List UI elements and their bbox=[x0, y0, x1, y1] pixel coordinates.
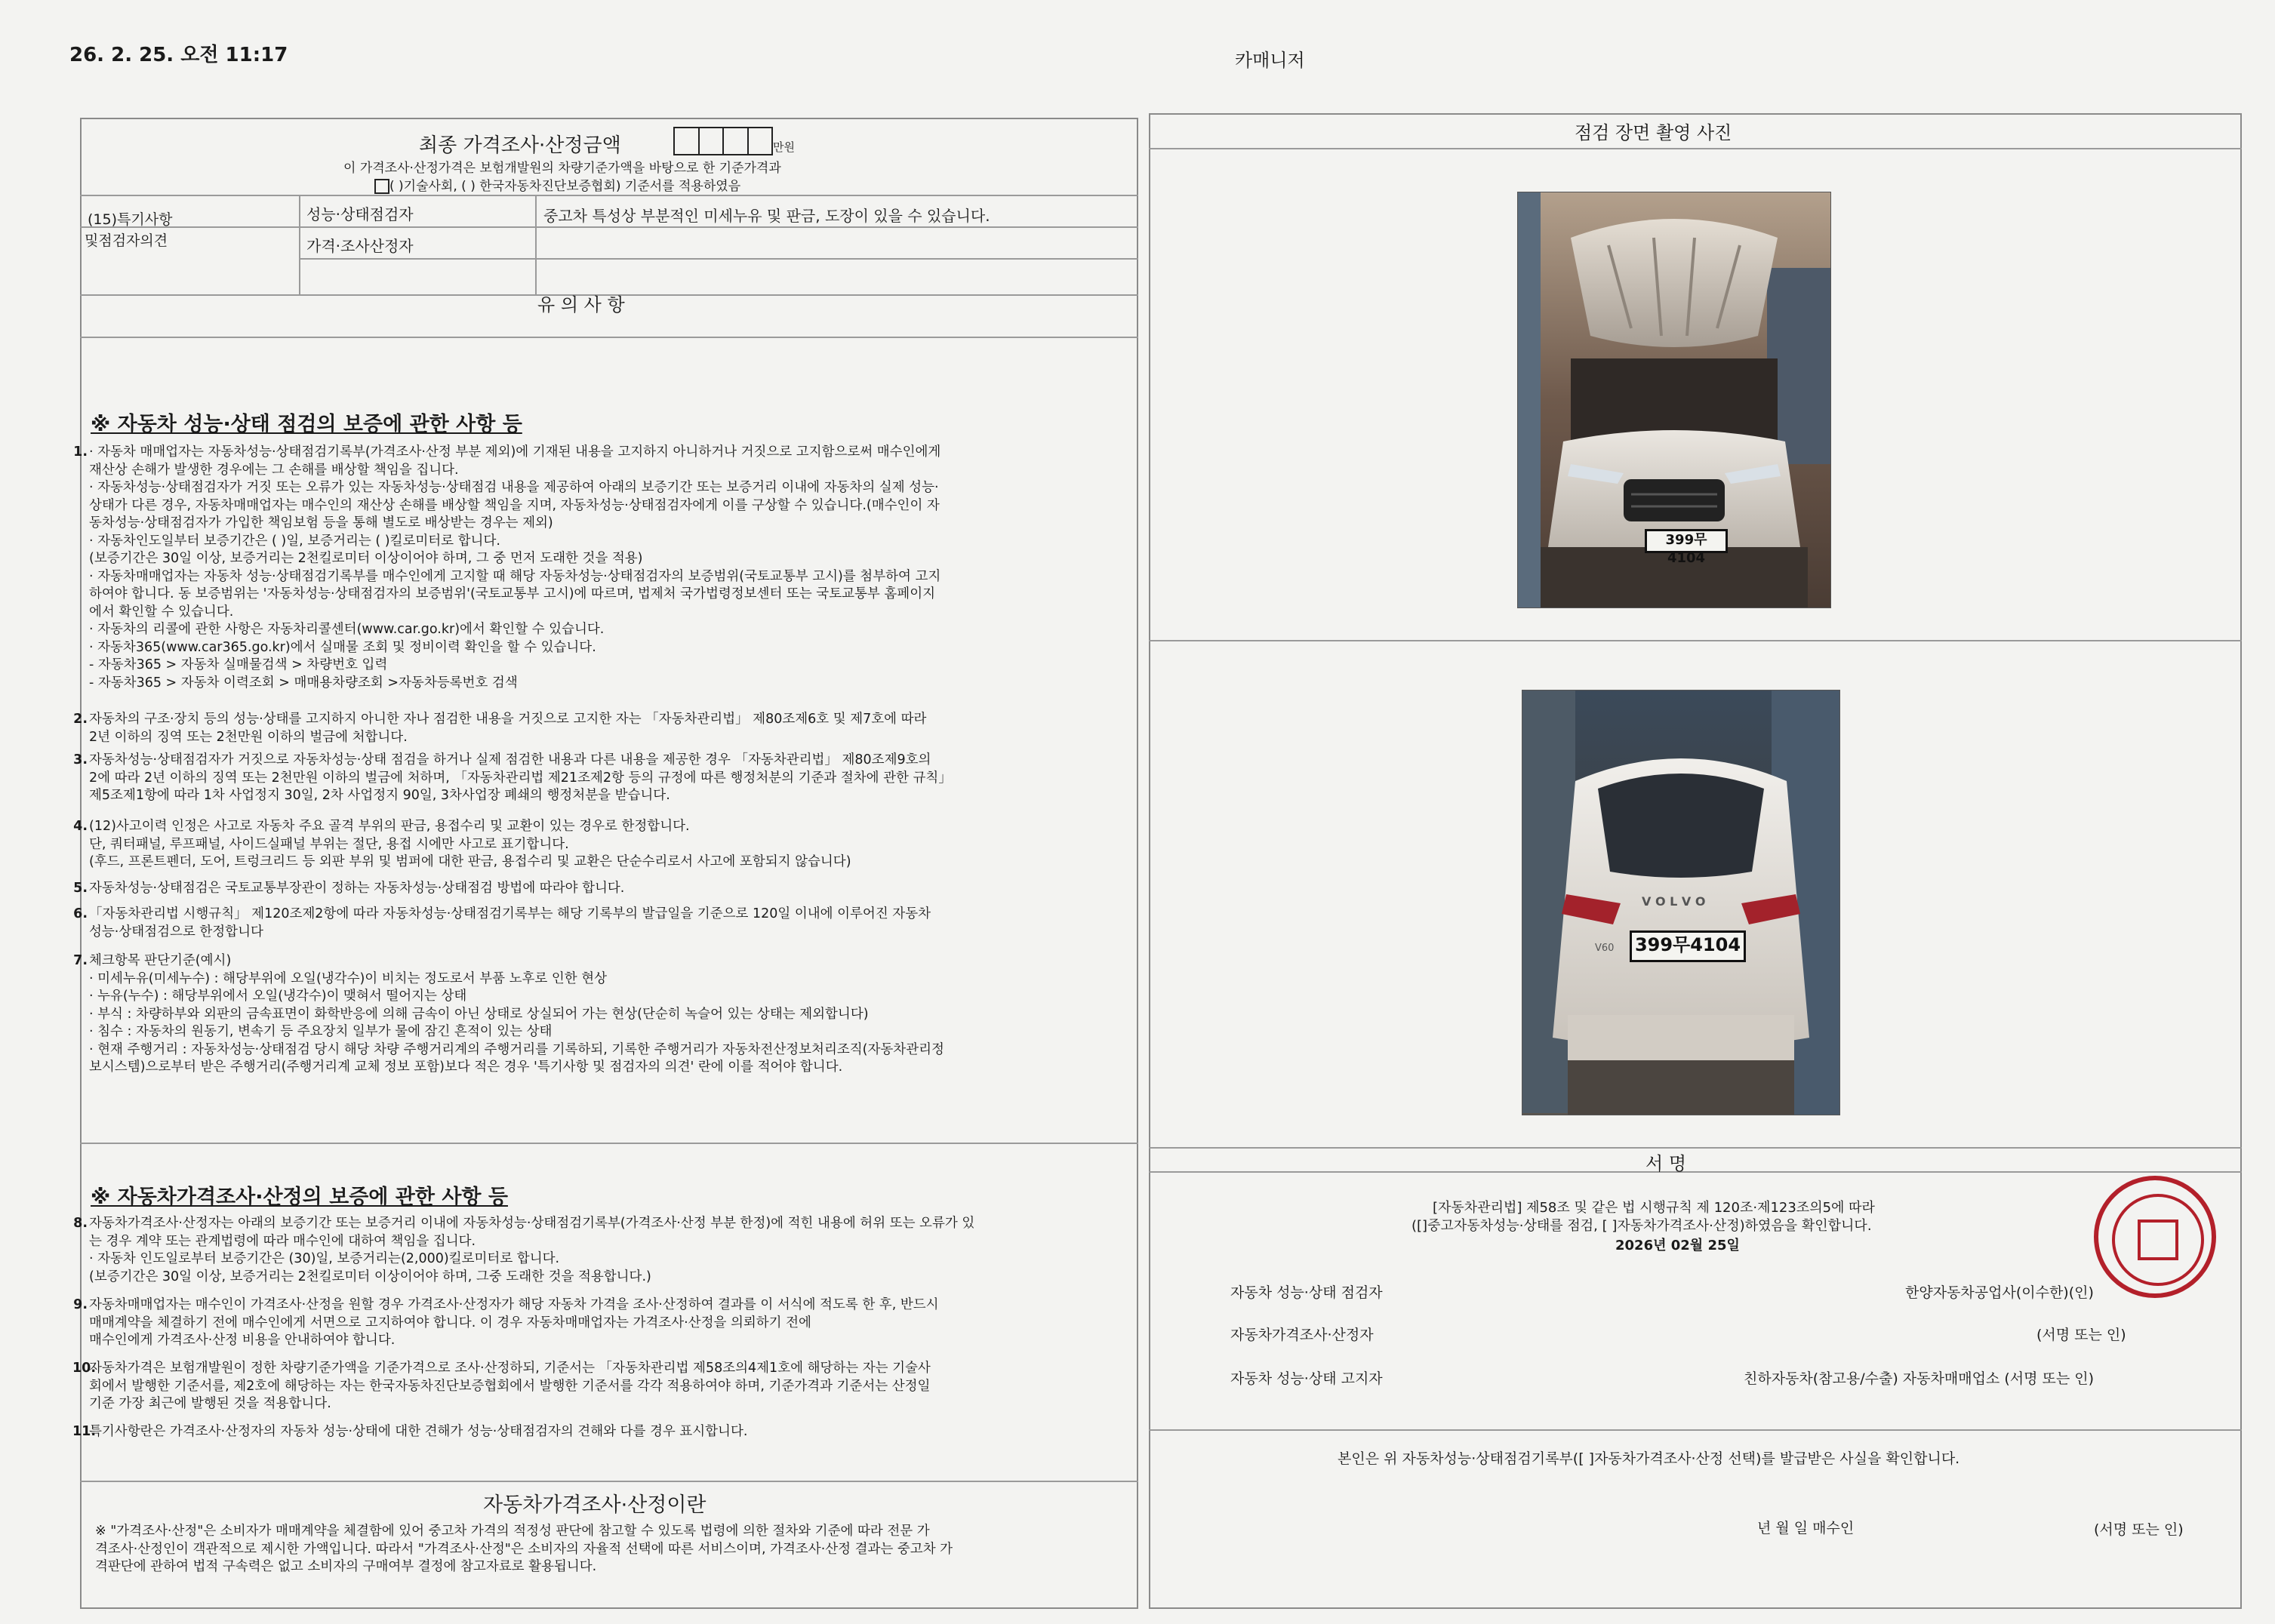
section1-item-2: 2. 자동차의 구조·장치 등의 성능·상태를 고지하지 아니한 자나 점검한 내용을 거짓으로 고지한 자는 「자동차관리법」 제80조제6호 및 제7호에 따라 2년 이하의 징역 또는 2천만원 이하의 벌금에 처합니다. bbox=[73, 712, 927, 745]
car-emblem-text: V O L V O bbox=[1642, 894, 1706, 909]
signature-law-line1: [자동차관리법] 제58조 및 같은 법 시행규칙 제 120조·제123조의5에 따라 bbox=[1433, 1200, 1875, 1216]
remarks-label-line1: (15)특기사항 bbox=[88, 211, 173, 228]
section1-title: ※ 자동차 성능·상태 점검의 보증에 관한 사항 등 bbox=[91, 413, 522, 436]
signature-law-line2: ([]중고자동차성능·상태를 점검, [ ]자동차가격조사·산정)하였음을 확인합니다. bbox=[1411, 1218, 1872, 1234]
price-digit-boxes bbox=[673, 127, 773, 155]
company-seal-stamp bbox=[2094, 1176, 2216, 1298]
signature-appraiser-label: 자동차가격조사·산정자 bbox=[1230, 1327, 1374, 1343]
signature-date: 2026년 02월 25일 bbox=[1615, 1238, 1740, 1253]
license-plate-front: 399무4104 bbox=[1645, 529, 1728, 553]
section1-item-6: 6. 「자동차관리법 시행규칙」 제120조제2항에 따라 자동차성능·상태점검기록부는 해당 기록부의 발급일을 기준으로 120일 이내에 이루어진 자동차 성능·상태점검으로 한정합니다 bbox=[73, 906, 931, 940]
remarks-inspector-opinion: 중고차 특성상 부분적인 미세누유 및 판금, 도장이 있을 수 있습니다. bbox=[543, 207, 990, 225]
buyer-confirm-text: 본인은 위 자동차성능·상태점검기록부([ ]자동차가격조사·산정 선택)를 발급받은 사실을 확인합니다. bbox=[1338, 1450, 1960, 1467]
price-unit: 만원 bbox=[773, 140, 795, 154]
remarks-role-inspector: 성능·상태점검자 bbox=[306, 205, 414, 223]
section3-title: 자동차가격조사·산정이란 bbox=[483, 1493, 707, 1517]
print-datetime: 26. 2. 25. 오전 11:17 bbox=[69, 44, 288, 66]
signature-notifier-value: 친하자동차(참고용/수출) 자동차매매업소 (서명 또는 인) bbox=[1744, 1370, 2094, 1387]
remarks-role-appraiser: 가격·조사산정자 bbox=[306, 237, 414, 255]
buyer-signature-field: (서명 또는 인) bbox=[2094, 1521, 2184, 1538]
section2-item-8: 8. 자동차가격조사·산정자는 아래의 보증기간 또는 보증거리 이내에 자동차성능·상태점검기록부(가격조사·산정 부분 한정)에 적힌 내용에 허위 또는 오류가 있 는 경우 계약 또는 관계법령에 따라 매수인에 대하여 책임을 집니다. · 자동차 인도일로부터 보증기간은 (30)일, 보증거리는(2,000)킬로미터로 합니다. (보증기간은 30일 이상, 보증거리는 2천킬로미터 이상이어야 하며, 그중 도래한 것을 적용합니다.) bbox=[73, 1216, 975, 1284]
section2-title: ※ 자동차가격조사·산정의 보증에 관한 사항 등 bbox=[91, 1186, 508, 1209]
section2-item-9: 9. 자동차매매업자는 매수인이 가격조사·산정을 원할 경우 가격조사·산정자가 해당 자동차 가격을 조사·산정하여 결과를 이 서식에 적도록 한 후, 반드시 매매계약을 체결하기 전에 매수인에게 서면으로 고지하여야 합니다. 이 경우 자동차매매업자는 가격조사·산정을 의뢰하기 전에 매수인에게 가격조사·산정 비용을 안내하여야 합니다. bbox=[73, 1297, 939, 1348]
section2-item-10: 10. 자동차가격은 보험개발원이 정한 차량기준가액을 기준가격으로 조사·산정하되, 기준서는 「자동차관리법 제58조의4제1호에 해당하는 자는 기술사 회에서 발행한 기준서를, 제2호에 해당하는 자는 한국자동차진단보증협회에서 발행한 기준서를 각각 적용하여야 하며, 기준가격과 기준서는 산정일 기준 가장 최근에 발행된 것을 적용합니다. bbox=[72, 1361, 931, 1411]
price-title: 최종 가격조사·산정금액 bbox=[419, 134, 621, 157]
signature-inspector-label: 자동차 성능·상태 점검자 bbox=[1230, 1284, 1383, 1301]
signature-title: 서 명 bbox=[1645, 1153, 1686, 1174]
remarks-label-line2: 및점검자의견 bbox=[85, 232, 168, 249]
photos-title: 점검 장면 촬영 사진 bbox=[1575, 122, 1732, 143]
section1-item-4: 4. (12)사고이력 인정은 사고로 자동차 주요 골격 부위의 판금, 용접수리 및 교환이 있는 경우로 한정합니다. 단, 쿼터패널, 루프패널, 사이드실패널 부위는 절단, 용접 시에만 사고로 표기합니다. (후드, 프론트펜더, 도어, 트렁크리드 등 외판 부위 및 범퍼에 대한 판금, 용접수리 및 교환은 단순수리로서 사고에 포함되지 않습니다) bbox=[73, 819, 851, 869]
section1-item-3: 3. 자동차성능·상태점검자가 거짓으로 자동차성능·상태 점검을 하거나 실제 점검한 내용과 다른 내용을 제공한 경우 「자동차관리법」 제80조제9호의 2에 따라 2년 이하의 징역 또는 2천만원 이하의 벌금에 처하며, 「자동차관리법 제21조제2항 등의 규정에 따른 행정처분의 기준과 절차에 관한 규칙」 제5조제1항에 따라 1차 사업정지 30일, 2차 사업정지 90일, 3차사업장 폐쇄의 행정처분을 받습니다. bbox=[73, 752, 952, 803]
section1-item-5: 5. 자동차성능·상태점검은 국토교통부장관이 정하는 자동차성능·상태점검 방법에 따라야 합니다. bbox=[73, 881, 625, 896]
price-note-line1: 이 가격조사·산정가격은 보험개발원의 차량기준가액을 바탕으로 한 기준가격과 bbox=[343, 161, 781, 176]
car-model-badge: V60 bbox=[1595, 943, 1615, 954]
license-plate-rear: 399무4104 bbox=[1630, 930, 1746, 962]
section2-item-11: 11. 특기사항란은 가격조사·산정자의 자동차 성능·상태에 대한 견해가 성능·상태점검자의 견해와 다를 경우 표시합니다. bbox=[72, 1424, 748, 1439]
inspection-photo-front bbox=[1517, 192, 1831, 608]
notice-title: 유 의 사 항 bbox=[537, 294, 625, 315]
signature-notifier-label: 자동차 성능·상태 고지자 bbox=[1230, 1370, 1383, 1387]
signature-inspector-value: 한양자동차공업사(이수한)(인) bbox=[1905, 1284, 2094, 1301]
print-site-name: 카매니저 bbox=[1235, 50, 1305, 71]
inspection-photo-rear bbox=[1522, 690, 1840, 1115]
section3-text: ※ "가격조사·산정"은 소비자가 매매계약을 체결함에 있어 중고차 가격의 적정성 판단에 참고할 수 있도록 법령에 의한 절차와 기준에 따라 전문 가 격조사·산정인이 객관적으로 제시한 가액입니다. 따라서 "가격조사·산정"은 소비자의 자율적 선택에 따른 서비스이며, 가격조사·산정 결과는 중고차 가 격판단에 관하여 법적 구속력은 없고 소비자의 구매여부 결정에 참고자료로 활용됩니다. bbox=[95, 1524, 953, 1574]
section1-item-1: 1. · 자동차 매매업자는 자동차성능·상태점검기록부(가격조사·산정 부분 제외)에 기재된 내용을 고지하지 아니하거나 거짓으로 고지함으로써 매수인에게 재산상 손해가 발생한 경우에는 그 손해를 배상할 책임을 집니다. · 자동차성능·상태점검자가 거짓 또는 오류가 있는 자동차성능·상태점검 내용을 제공하여 아래의 보증기간 또는 보증거리 이내에 자동차의 실제 성능· 상태가 다른 경우, 자동차매매업자는 매수인의 재산상 손해를 배상할 책임을 지며, 자동차성능·상태점검자에게 이를 구상할 수 있습니다.(매수인이 자 동차성능·상태점검자가 가입한 책임보험 등을 통해 별도로 배상받는 경우는 제외) · 자동차인도일부터 보증기간은 ( )일, 보증거리는 ( )킬로미터로 합니다. (보증기간은 30일 이상, 보증거리는 2천킬로미터 이상이어야 하며, 그 중 먼저 도래한 것을 적용) · 자동차매매업자는 자동차 성능·상태점검기록부를 매수인에게 고지할 때 해당 자동차성능·상태점검자의 보증범위(국토교통부 고시)를 첨부하여 고지 하여야 합니다. 동 보증범위는 '자동차성능·상태점검자의 보증범위'(국토교통부 고시)에 따르며, 법제처 국가법령정보센터 또는 국토교통부 홈페이지 에서 확인할 수 있습니다. · 자동차의 리콜에 관한 사항은 자동차리콜센터(www.car.go.kr)에서 확인할 수 있습니다. · 자동차365(www.car365.go.kr)에서 실매물 조회 및 정비이력 확인을 할 수 있습니다. - 자동차365 > 자동차 실매물검색 > 차량번호 입력 - 자동차365 > 자동차 이력조회 > 매매용차량조회 >자동차등록번호 검색 bbox=[73, 444, 941, 691]
signature-appraiser-value: (서명 또는 인) bbox=[2036, 1327, 2126, 1343]
buyer-date-line: 년 월 일 매수인 bbox=[1757, 1520, 1855, 1536]
price-note-line2: ( )기술사회, ( ) 한국자동차진단보증협회) 기준서를 적용하였음 bbox=[374, 175, 740, 194]
section1-item-7: 7. 체크항목 판단기준(예시) · 미세누유(미세누수) : 해당부위에 오일(냉각수)이 비치는 정도로서 부품 노후로 인한 현상 · 누유(누수) : 해당부위에서 오일(냉각수)이 맺혀서 떨어지는 상태 · 부식 : 차량하부와 외판의 금속표면이 화학반응에 의해 금속이 아닌 상태로 상실되어 가는 현상(단순히 녹슬어 있는 상태는 제외합니다) · 침수 : 자동차의 원동기, 변속기 등 주요장치 일부가 물에 잠긴 흔적이 있는 상태 · 현재 주행거리 : 자동차성능·상태점검 당시 해당 차량 주행거리계의 주행거리를 기록하되, 기록한 주행거리가 자동차전산정보처리조직(자동차관리정 보시스템)으로부터 받은 주행거리(주행거리계 교체 정보 포함)보다 적은 경우 '특기사항 및 점검자의 의견' 란에 이를 적어야 합니다. bbox=[73, 953, 944, 1075]
